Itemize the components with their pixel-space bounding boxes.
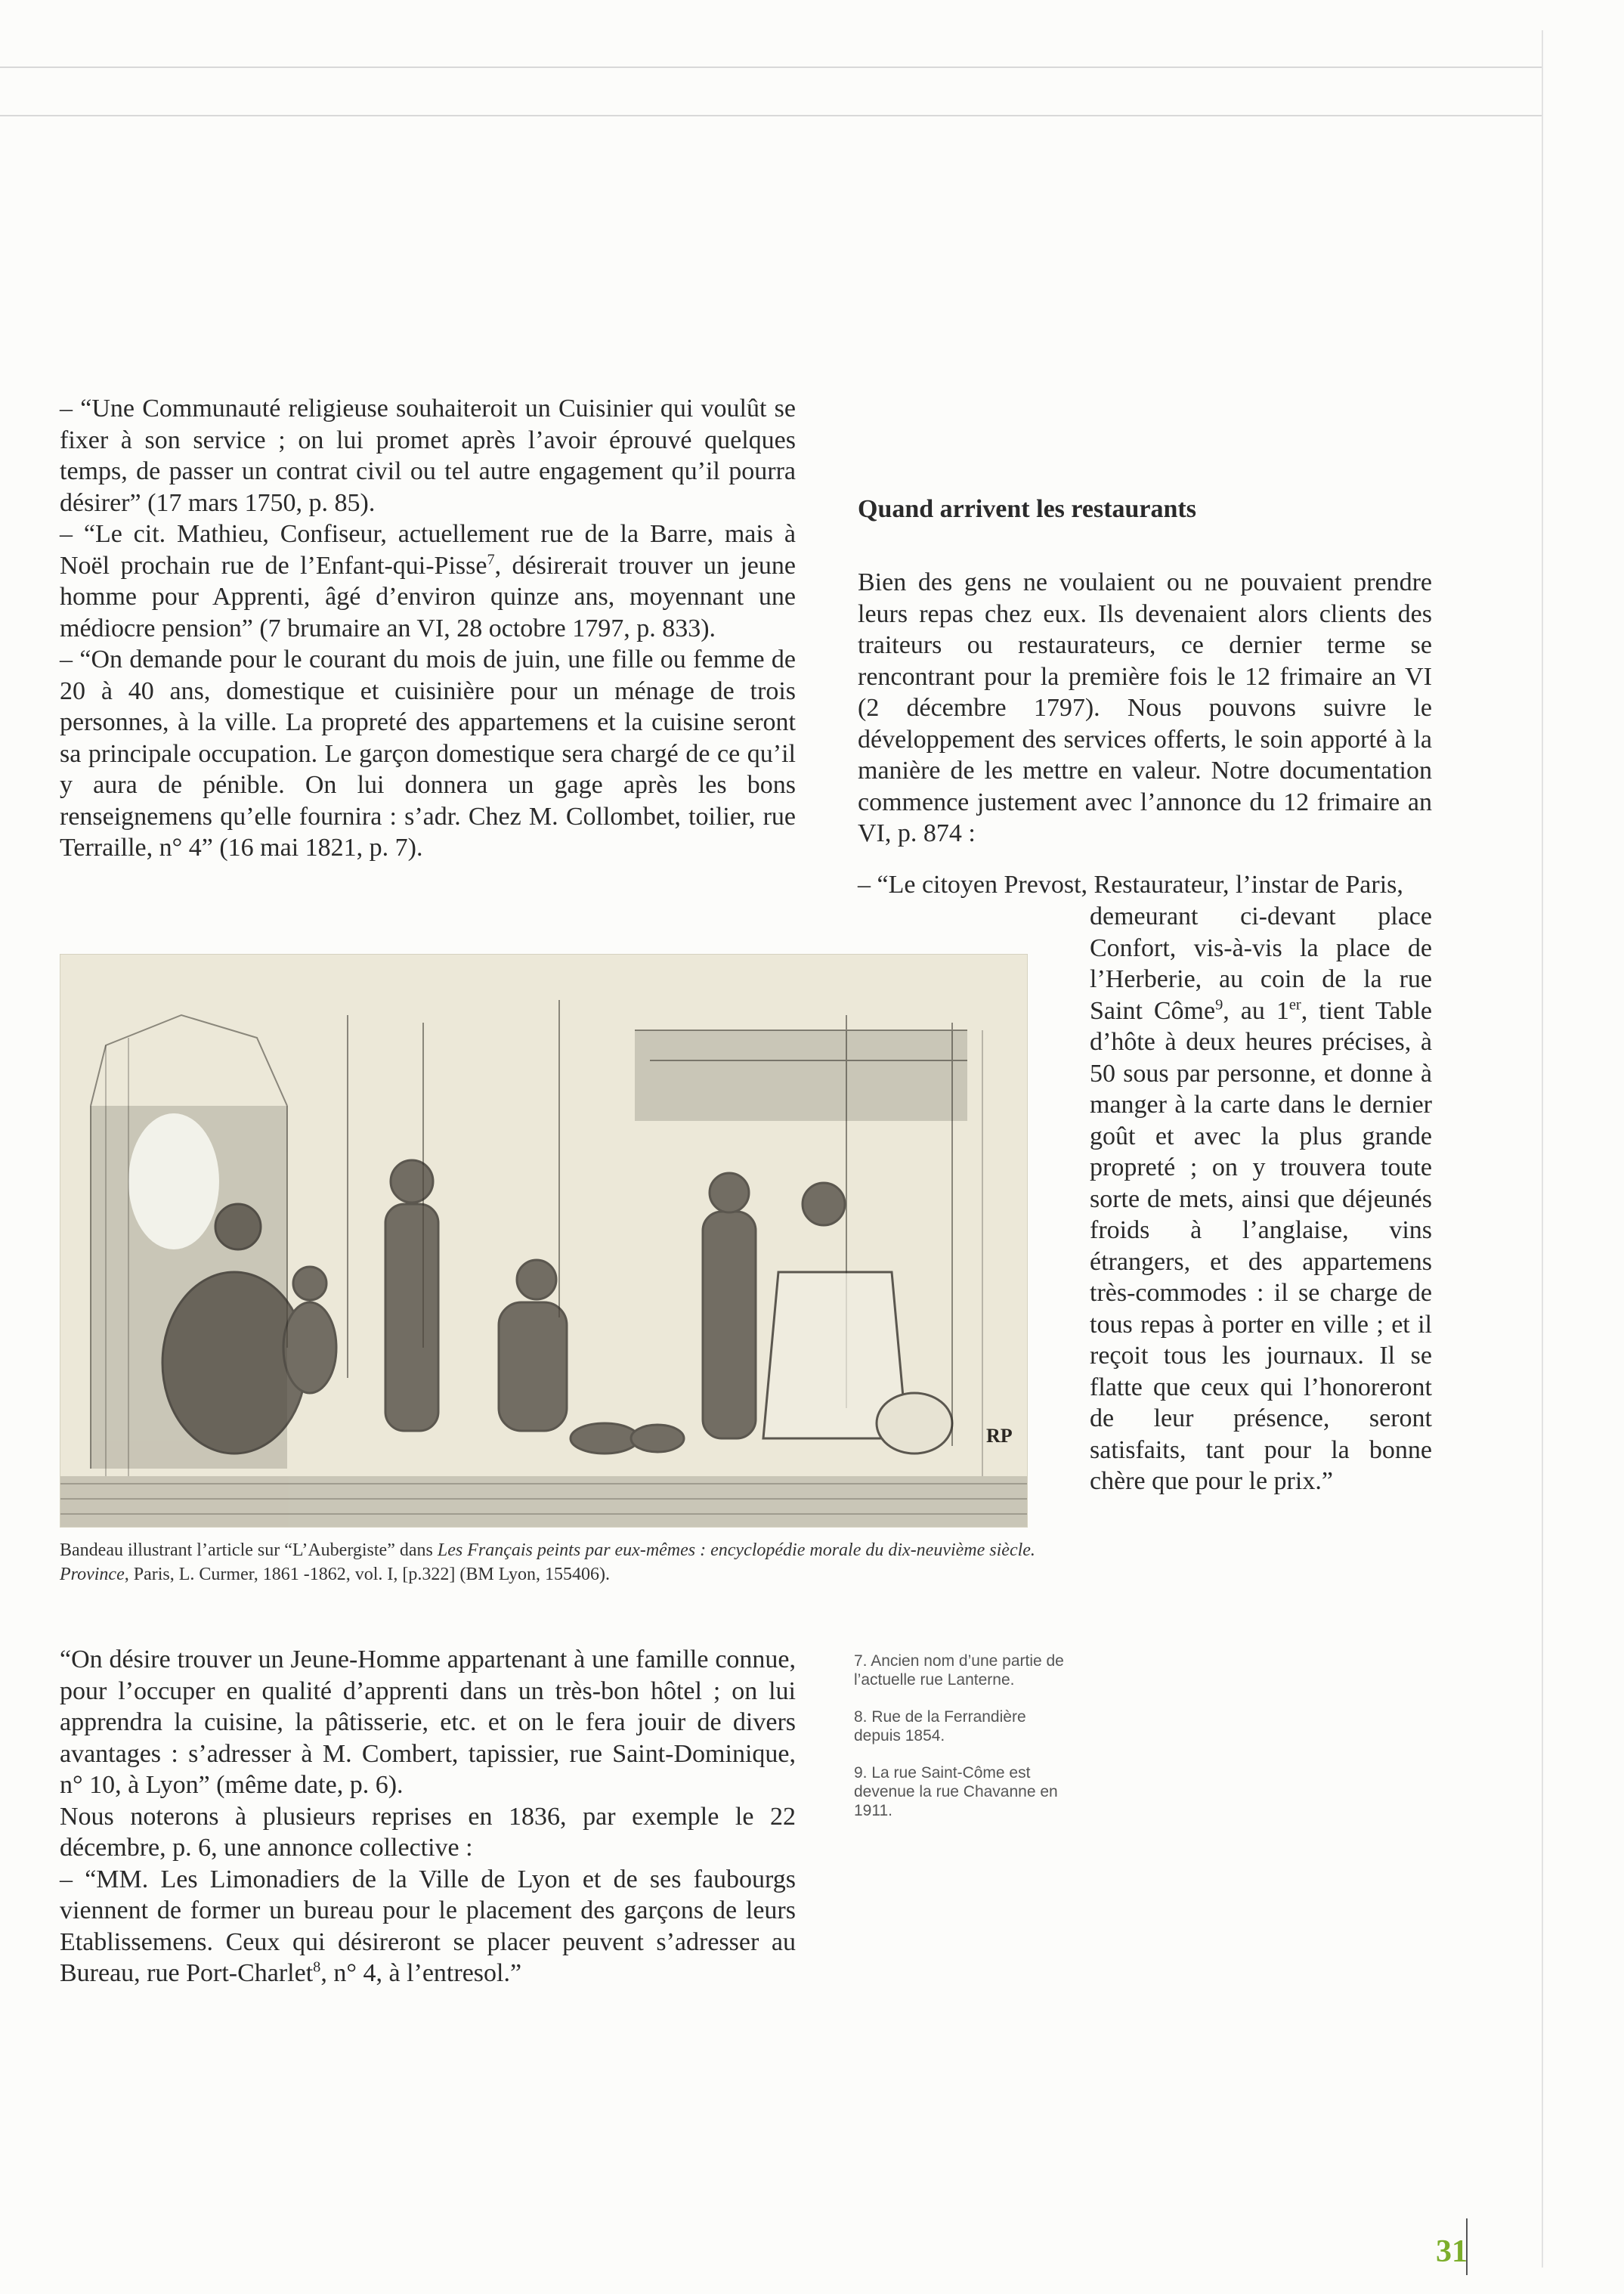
footnote-ref-9[interactable]: 9 [1215, 996, 1223, 1014]
section-heading: Quand arrivent les restaurants [858, 495, 1196, 523]
header-rule-top [0, 67, 1542, 68]
footnote-7: 7. Ancien nom d’une partie de l’actuelle rue Lanterne. [854, 1652, 1064, 1689]
section-intro: Bien des gens ne voulaient ou ne pouvaient prendre leurs repas chez eux. Ils devenaient alors clients des traiteurs ou restaurateurs, ce dernier terme se rencontrant pour la première fois le 12 frimaire an VI (2 décembre 1797). Nous pouvons suivre le développement des services offerts, le soin apporté à la manière de les mettre en valeur. Notre documentation commence justement avec l’annonce du 12 frimaire an VI, p. 874 : [858, 568, 1432, 847]
quote-narrow-column: demeurant ci-devant place Confort, vis-à-vis la place de l’Herberie, au coin de la rue Saint Côme$^9$, au 1er, tient Table d’hôte à deux heures précises, à 50 sous par personne, et donne à manger à la carte dans le dernier goût et avec la plus grande propreté ; on y trouvera toute sorte de mets, ainsi que déjeunés froids à l’anglaise, vins étrangers, et des appartemens très-commodes : il se charge de tous repas à porter en ville ; et il reçoit tous les journaux. Il se flatte que ceux qui l’honoreront de leur présence, seront satisfaits, tant pour la bonne chère que pour le prix.” [1090, 902, 1433, 1495]
page-number: 31 [1436, 2234, 1468, 2269]
figure-caption: Bandeau illustrant l’article sur “L’Aubergiste” dans Les Français peints par eux-mêmes : encyclopédie morale du dix-neuvième siècle. Province, Paris, L. Curmer, 1861 -1862, vol. I, [p.322] (BM Lyon, 155406). [60, 1540, 1035, 1584]
page-number-rule [1466, 2218, 1468, 2275]
footnote-ref-7[interactable]: 7 [487, 551, 495, 568]
left-column-ads [60, 393, 796, 864]
engraving-image [60, 955, 1027, 1527]
ad-paragraph-4: “On désire trouver un Jeune-Homme appartenant à une famille connue, pour l’occuper en qualité d’apprenti dans un très-bon hôtel ; on lui apprendra la cuisine, la pâtisserie, etc. et on le fera jouir de divers avantages : s’adresser à M. Combert, tapissier, rue Saint-Dominique, n° 10, à Lyon” (même date, p. 6). [60, 1645, 796, 1799]
quote-first-line: – “Le citoyen Prevost, Restaurateur, l’instar de Paris, [858, 871, 1403, 899]
footnotes [854, 1652, 1066, 1838]
ad-paragraph-5: – “MM. Les Limonadiers de la Ville de Lyon et de ses faubourgs viennent de former un bureau pour le placement des garçons de leurs Etablissemens. Ceux qui désireront se placer peuvent s’adresser au Bureau, rue Port-Charlet$^8$, n° 4, à l’entresol.” [60, 1865, 796, 1987]
ad-paragraph-1: – “Une Communauté religieuse souhaiteroit un Cuisinier qui voulût se fixer à son service ; on lui promet après l’avoir éprouvé quelques temps, de passer un contrat civil ou tel autre engagement qu’il pourra désirer” (17 mars 1750, p. 85). [60, 395, 796, 517]
engraving-monogram: RP [986, 1425, 1013, 1447]
footnote-ref-8[interactable]: 8 [313, 1958, 321, 1976]
ad-paragraph-2: – “Le cit. Mathieu, Confiseur, actuellement rue de la Barre, mais à Noël prochain rue de l’Enfant-qui-Pisse$^7$, désirerait trouver un jeune homme pour Apprenti, âgé d’environ quinze ans, moyennant une médiocre pension” (7 brumaire an VI, 28 octobre 1797, p. 833). [60, 520, 796, 642]
footnote-8: 8. Rue de la Ferrandière depuis 1854. [854, 1708, 1026, 1744]
margin-rule [1542, 30, 1543, 2268]
collective-intro: Nous noterons à plusieurs reprises en 1836, par exemple le 22 décembre, p. 6, une annonce collective : [60, 1802, 796, 1862]
footnote-9: 9. La rue Saint-Côme est devenue la rue Chavanne en 1911. [854, 1764, 1058, 1819]
engraving-illustration [60, 954, 1028, 1528]
ad-paragraph-3: – “On demande pour le courant du mois de juin, une fille ou femme de 20 à 40 ans, domestique et cuisinière pour un ménage de trois personnes, à la ville. La propreté des appartemens et la cuisine seront sa principale occupation. Le garçon domestique sera chargé de ce qu’il y aura de pénible. On lui donnera un gage après les bons renseignemens qu’elle fournira : s’adr. Chez M. Collombet, toilier, rue Terraille, n° 4” (16 mai 1821, p. 7). [60, 645, 796, 862]
header-rule-bottom [0, 115, 1542, 116]
bottom-column-ads [60, 1644, 796, 1989]
